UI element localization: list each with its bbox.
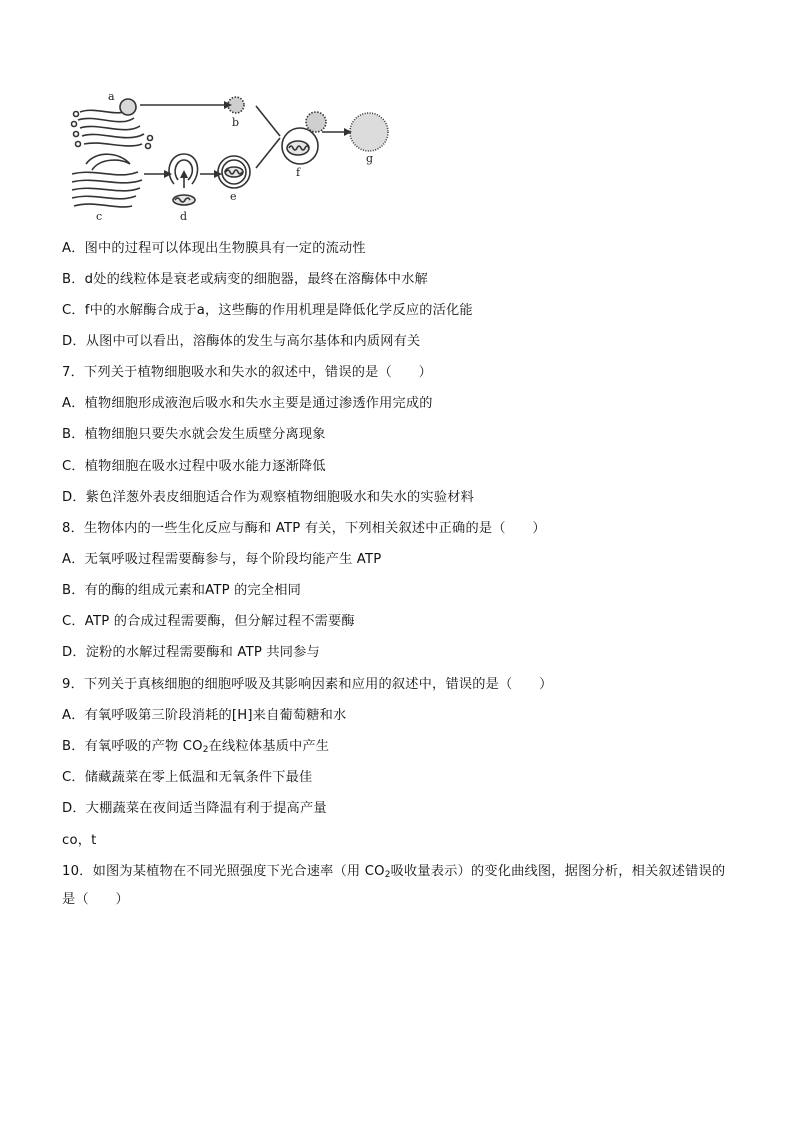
q6-option-b: B．d处的线粒体是衰老或病变的细胞器，最终在溶酶体中水解 xyxy=(62,272,428,287)
q8-option-b: B．有的酶的组成元素和ATP 的完全相同 xyxy=(62,583,302,598)
q8-option-c: C．ATP 的合成过程需要酶，但分解过程不需要酶 xyxy=(62,614,355,629)
q10-stem-post: 吸收量表示）的变化曲线图，据图分析，相关叙述错误的是（ ） xyxy=(62,864,726,907)
q7-option-c: C．植物细胞在吸水过程中吸水能力逐渐降低 xyxy=(62,459,326,474)
label-b: b xyxy=(232,116,240,129)
q8-option-a: A．无氧呼吸过程需要酶参与，每个阶段均能产生 ATP xyxy=(62,552,382,567)
q9-stem: 9．下列关于真核细胞的细胞呼吸及其影响因素和应用的叙述中，错误的是（ ） xyxy=(62,677,553,692)
q7-option-b: B．植物细胞只要失水就会发生质壁分离现象 xyxy=(62,427,326,442)
stray-text: co，t xyxy=(62,833,97,848)
q8-stem: 8．生物体内的一些生化反应与酶和 ATP 有关，下列相关叙述中正确的是（ ） xyxy=(62,521,546,536)
q9-option-a: A．有氧呼吸第三阶段消耗的[H]来自葡萄糖和水 xyxy=(62,708,347,723)
q7-option-d: D．紫色洋葱外表皮细胞适合作为观察植物细胞吸水和失水的实验材料 xyxy=(62,490,474,505)
label-d: d xyxy=(180,210,188,223)
label-g: g xyxy=(366,152,374,165)
q6-option-d: D．从图中可以看出，溶酶体的发生与高尔基体和内质网有关 xyxy=(62,334,421,349)
q7-stem: 7．下列关于植物细胞吸水和失水的叙述中，错误的是（ ） xyxy=(62,365,433,380)
vesicle-icon xyxy=(120,99,136,115)
label-c: c xyxy=(96,210,103,223)
q9-option-b-sub: 2 xyxy=(202,745,209,755)
q8-option-d: D．淀粉的水解过程需要酶和 ATP 共同参与 xyxy=(62,645,320,660)
lysosome-formation-diagram xyxy=(66,88,406,228)
q10-stem-sub: 2 xyxy=(384,870,391,880)
q9-option-c: C．储藏蔬菜在零上低温和无氧条件下最佳 xyxy=(62,770,313,785)
q6-option-c: C．f中的水解酶合成于a，这些酶的作用机理是降低化学反应的活化能 xyxy=(62,303,473,318)
q9-option-b-pre: B．有氧呼吸的产物 CO xyxy=(62,739,203,754)
label-e: e xyxy=(230,190,237,203)
autophagosome-forming-icon xyxy=(169,154,198,205)
autophagosome-icon xyxy=(218,156,250,188)
q7-option-a: A．植物细胞形成液泡后吸水和失水主要是通过渗透作用完成的 xyxy=(62,396,433,411)
label-a: a xyxy=(108,90,115,103)
q9-option-b-post: 在线粒体基质中产生 xyxy=(208,739,330,754)
q9-option-d: D．大棚蔬菜在夜间适当降温有利于提高产量 xyxy=(62,801,327,816)
golgi-apparatus-icon xyxy=(72,110,153,149)
q9-option-b xyxy=(62,738,329,756)
q10-stem xyxy=(62,858,734,914)
q6-option-a: A．图中的过程可以体现出生物膜具有一定的流动性 xyxy=(62,241,366,256)
q10-stem-pre: 10．如图为某植物在不同光照强度下光合速率（用 CO xyxy=(62,864,385,879)
fusion-vesicle-icon xyxy=(282,112,326,164)
secondary-lysosome-icon xyxy=(350,113,388,151)
label-f: f xyxy=(296,166,301,179)
endoplasmic-reticulum-icon xyxy=(72,154,142,207)
